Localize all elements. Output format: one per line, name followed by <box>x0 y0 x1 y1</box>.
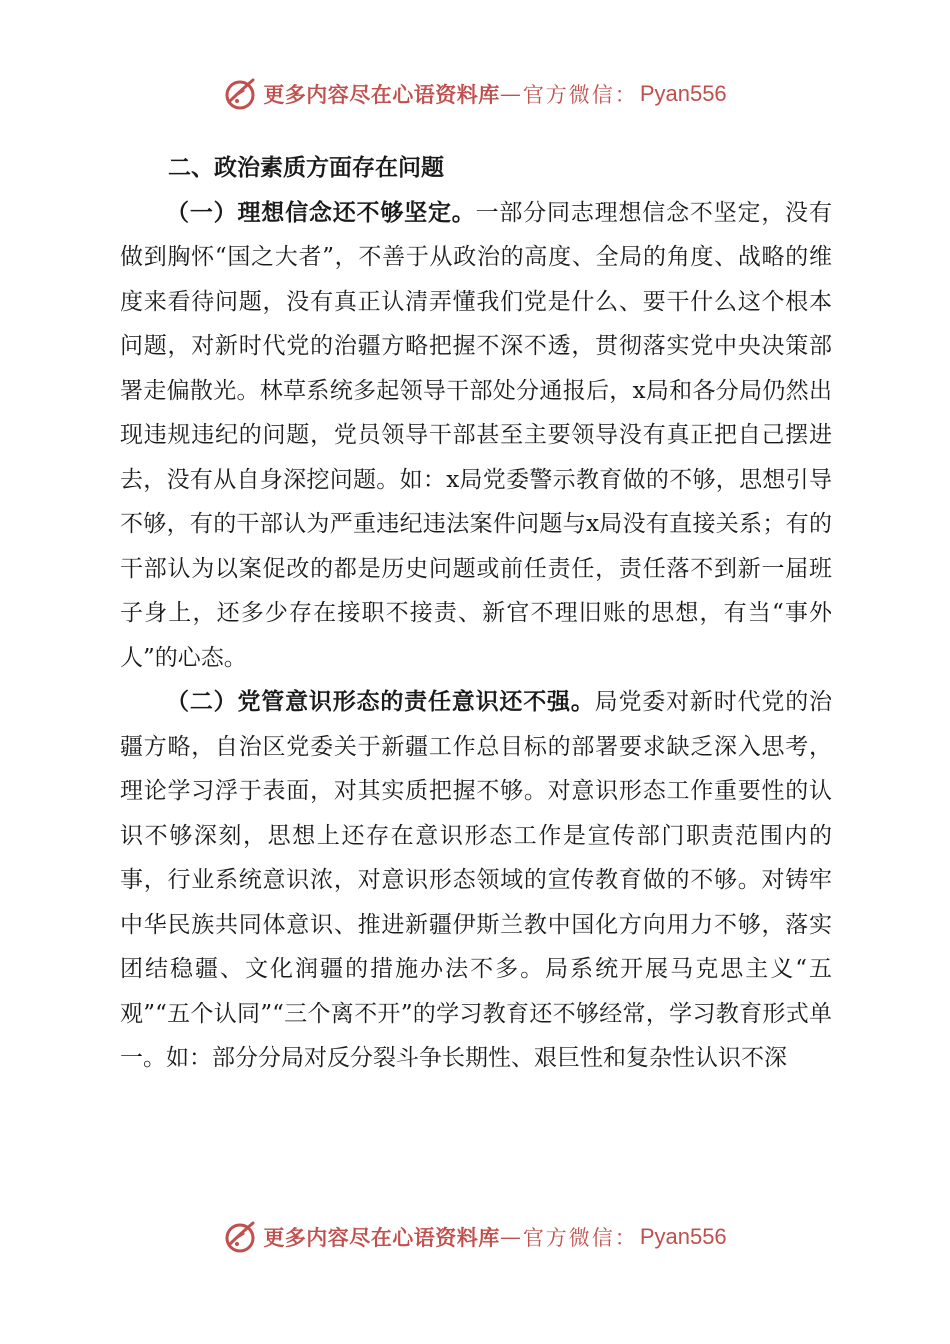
pen-logo-icon <box>223 1219 259 1255</box>
watermark-label: 官方微信： <box>522 1226 638 1250</box>
paragraph-2 <box>120 680 832 1081</box>
paragraph-2-lead: （二）党管意识形态的责任意识还不强。 <box>166 689 595 715</box>
document-body <box>120 146 832 1081</box>
watermark-text: 更多内容尽在心语资料库 <box>263 82 500 107</box>
watermark-wechat-id: Pyan556 <box>639 1224 727 1249</box>
watermark-separator: — <box>499 1225 523 1249</box>
watermark-label: 官方微信： <box>522 83 638 107</box>
paragraph-1-lead: （一）理想信念还不够坚定。 <box>166 199 476 226</box>
paragraph-2-body: 局党委对新时代党的治疆方略，自治区党委关于新疆工作总目标的部署要求缺乏深入思考，理论学习浮于表面，对其实质把握不够。对意识形态工作重要性的认识不够深刻，思想上还存在意识形态工作是宣传部门职责范围内的事，行业系统意识浓，对意识形态领域的宣传教育做的不够。对铸牢中华民族共同体意识、推进新疆伊斯兰教中国化方向用力不够，落实团结稳疆、文化润疆的措施办法不多。局系统开展马克思主义“五观”“五个认同”“三个离不开”的学习教育还不够经常，学习教育形式单一。如：部分分局对反分裂斗争长期性、艰巨性和复杂性认识不深 <box>120 689 833 1071</box>
watermark-banner-top <box>0 74 950 114</box>
paragraph-1-body: 一部分同志理想信念不坚定，没有做到胸怀“国之大者”，不善于从政治的高度、全局的角度、战略的维度来看待问题，没有真正认清弄懂我们党是什么、要干什么这个根本问题，对新时代党的治疆方略把握不深不透，贯彻落实党中央决策部署走偏散光。林草系统多起领导干部处分通报后，x局和各分局仍然出现违规违纪的问题，党员领导干部甚至主要领导没有真正把自己摆进去，没有从自身深挖问题。如：x局党委警示教育做的不够，思想引导不够，有的干部认为严重违纪违法案件问题与x局没有直接关系；有的干部认为以案促改的都是历史问题或前任责任，责任落不到新一届班子身上，还多少存在接职不接责、新官不理旧账的思想，有当“事外人”的心态。 <box>120 199 833 671</box>
watermark-separator: — <box>499 82 523 106</box>
paragraph-1 <box>120 191 832 681</box>
section-heading: 二、政治素质方面存在问题 <box>168 155 444 181</box>
pen-logo-icon <box>223 76 259 112</box>
watermark-wechat-id: Pyan556 <box>639 81 727 106</box>
watermark-banner-bottom <box>0 1217 950 1257</box>
watermark-text: 更多内容尽在心语资料库 <box>263 1225 500 1250</box>
